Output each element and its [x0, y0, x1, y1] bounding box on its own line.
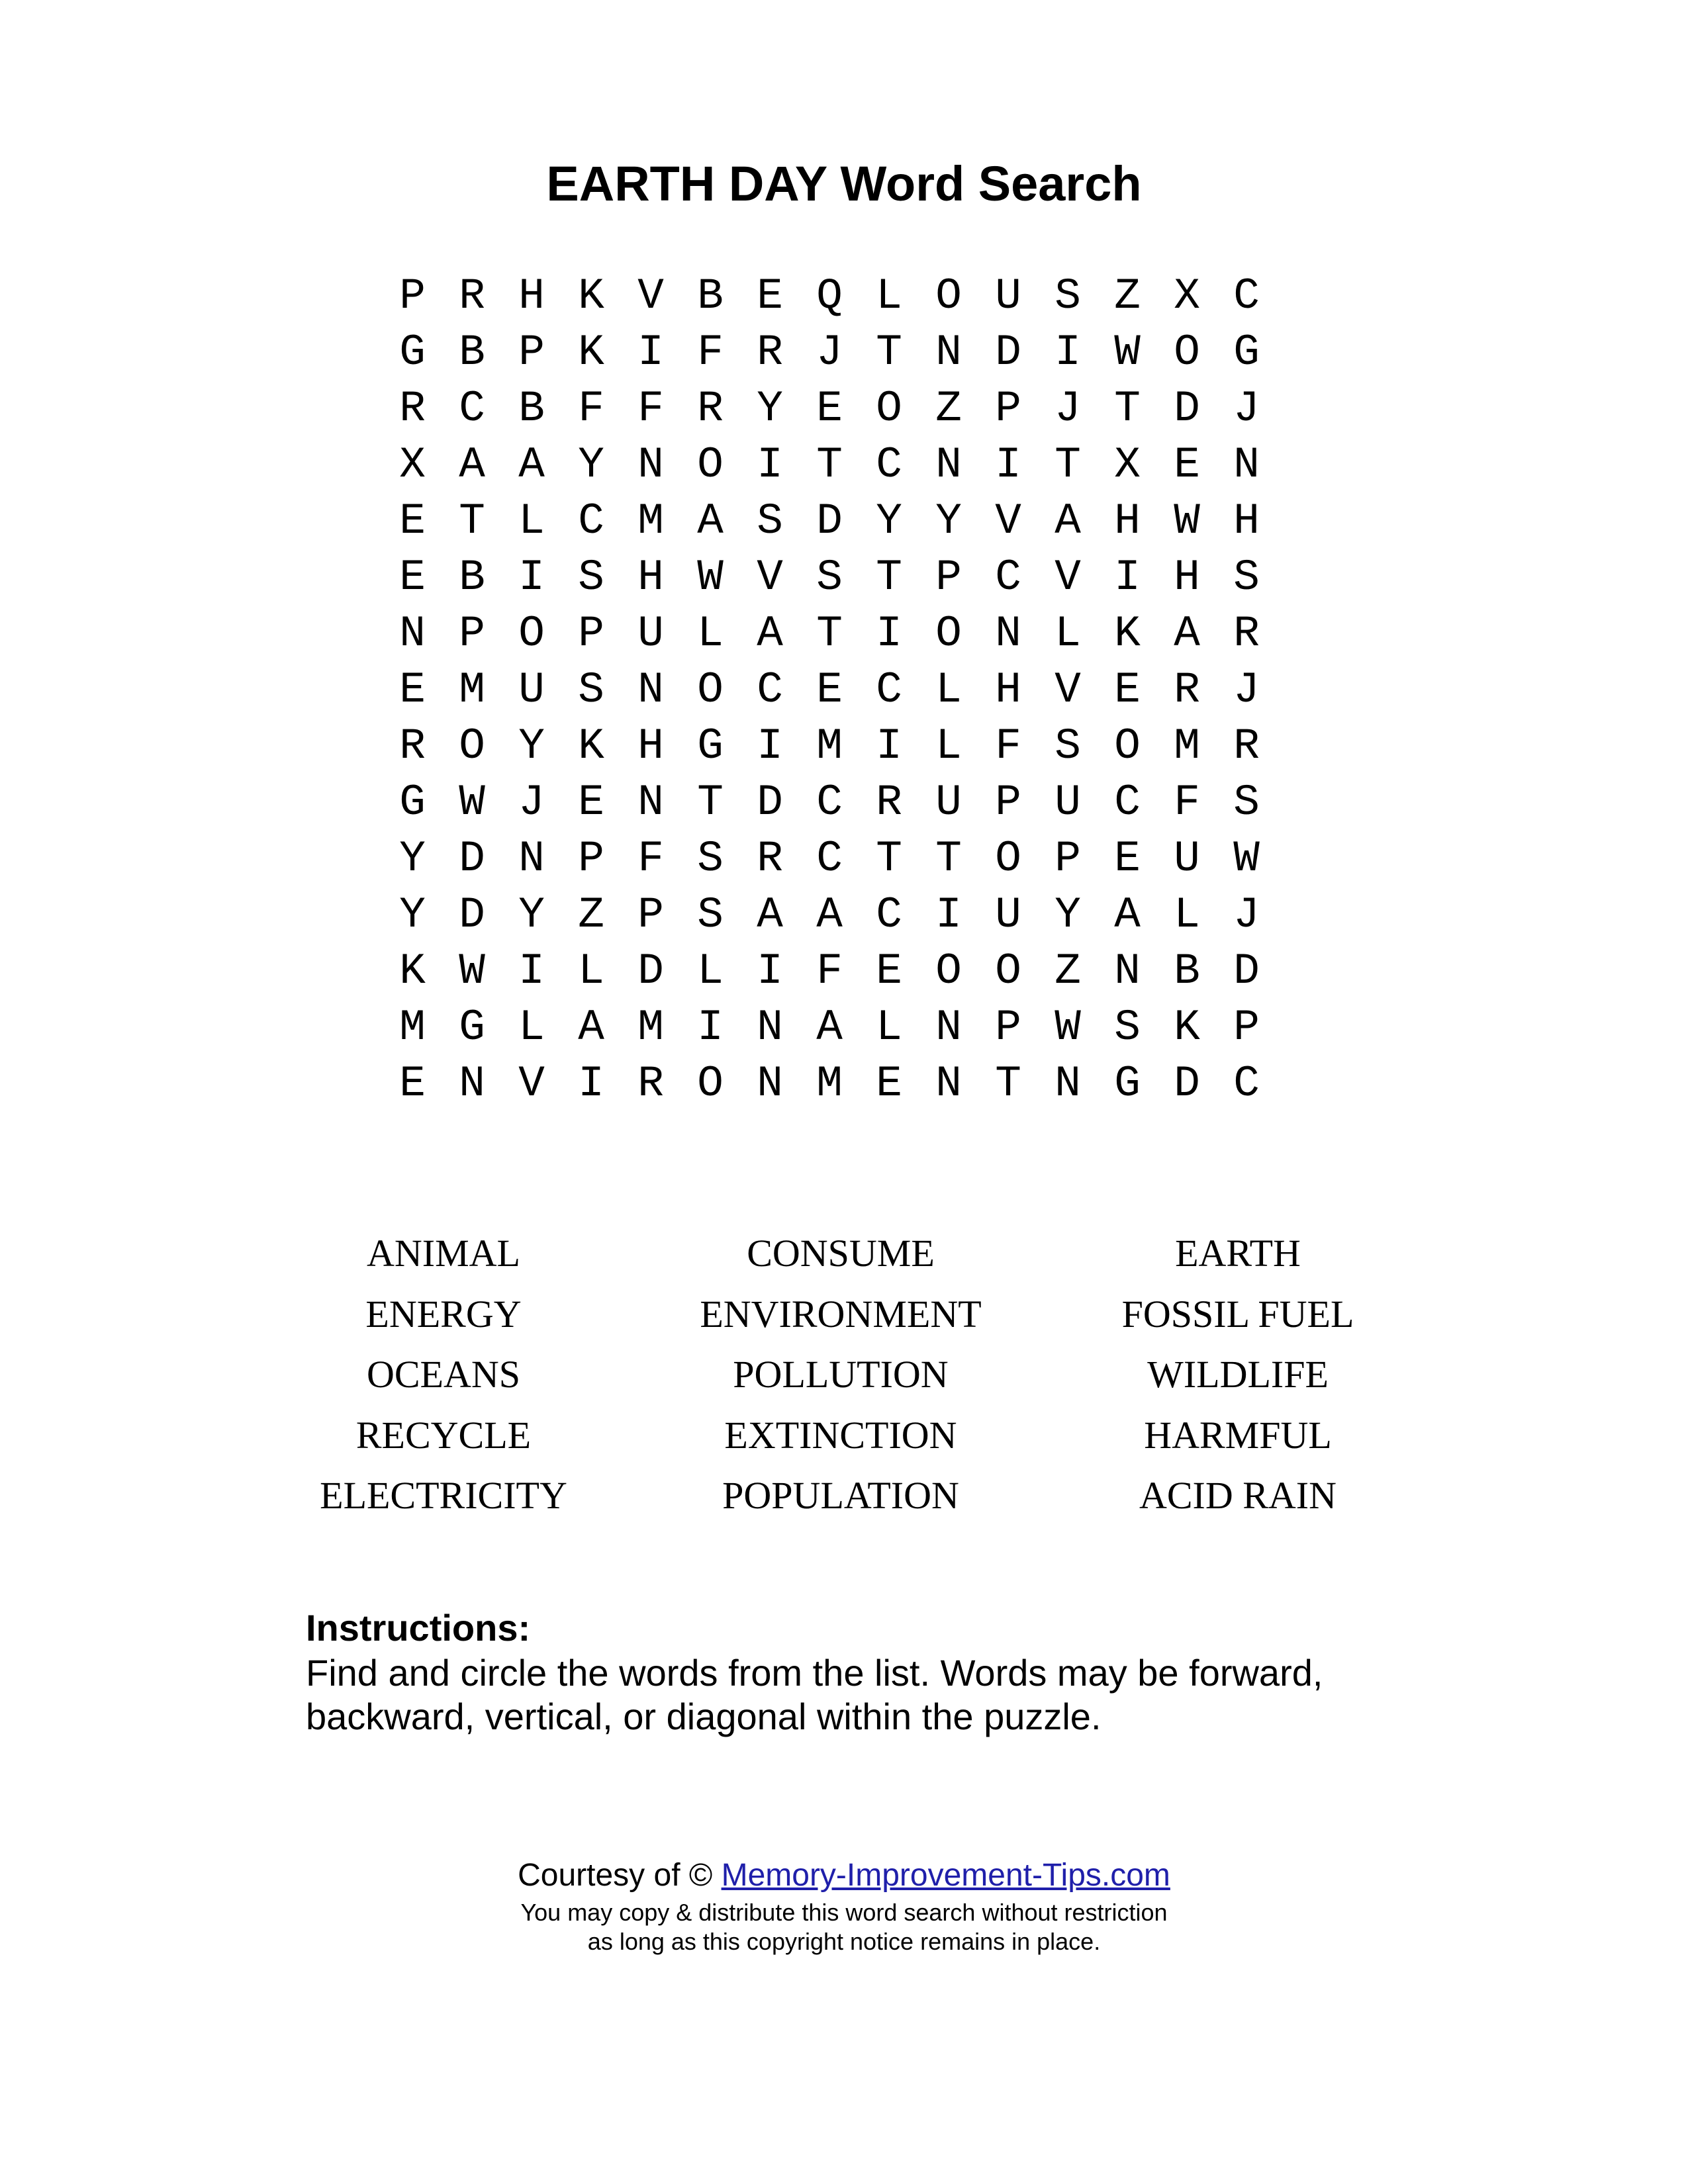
grid-letter: H: [518, 271, 545, 321]
grid-letter: W: [1233, 833, 1260, 884]
grid-letter: T: [935, 833, 962, 884]
grid-letter: F: [637, 833, 664, 884]
grid-letter: L: [697, 946, 724, 996]
grid-letter: R: [637, 1058, 664, 1109]
grid-letter: R: [697, 383, 724, 433]
grid-letter: S: [697, 833, 724, 884]
grid-letter: N: [935, 439, 962, 490]
grid-letter: K: [399, 946, 426, 996]
grid-letter: Z: [935, 383, 962, 433]
grid-letter: K: [578, 327, 604, 377]
word-list: [245, 1223, 1436, 1526]
grid-letter: S: [1114, 1002, 1141, 1052]
grid-letter: R: [876, 777, 902, 827]
grid-letter: E: [1114, 664, 1141, 715]
grid-letter: L: [518, 496, 545, 546]
grid-letter: N: [1055, 1058, 1081, 1109]
grid-letter: U: [518, 664, 545, 715]
grid-letter: A: [518, 439, 545, 490]
grid-letter: N: [935, 1058, 962, 1109]
grid-letter: D: [459, 889, 485, 940]
grid-letter: Z: [1055, 946, 1081, 996]
grid-letter: F: [995, 721, 1021, 771]
grid-letter: S: [1055, 271, 1081, 321]
grid-letter: A: [757, 889, 783, 940]
grid-letter: R: [459, 271, 485, 321]
grid-letter: A: [816, 889, 843, 940]
footer: [0, 1853, 1688, 1956]
grid-letter: R: [1233, 721, 1260, 771]
grid-letter: Y: [399, 889, 426, 940]
word-list-item: ACID RAIN: [1139, 1474, 1337, 1517]
instructions-heading: Instructions:: [306, 1607, 531, 1649]
grid-letter: T: [1055, 439, 1081, 490]
grid-letter: L: [1174, 889, 1200, 940]
grid-letter: T: [995, 1058, 1021, 1109]
grid-letter: X: [1114, 439, 1141, 490]
grid-letter: B: [459, 327, 485, 377]
grid-letter: D: [459, 833, 485, 884]
grid-letter: U: [1174, 833, 1200, 884]
grid-letter: C: [876, 889, 902, 940]
grid-letter: I: [1055, 327, 1081, 377]
grid-letter: X: [1174, 271, 1200, 321]
grid-letter: C: [816, 777, 843, 827]
grid-letter: I: [757, 439, 783, 490]
grid-letter: H: [637, 721, 664, 771]
grid-letter: R: [399, 383, 426, 433]
grid-letter: N: [935, 327, 962, 377]
page-title: EARTH DAY Word Search: [546, 156, 1142, 211]
letter-grid: [383, 268, 1276, 1112]
grid-letter: D: [816, 496, 843, 546]
grid-letter: P: [935, 552, 962, 602]
grid-letter: G: [399, 777, 426, 827]
grid-letter: C: [816, 833, 843, 884]
word-list-item: POPULATION: [722, 1474, 959, 1517]
grid-letter: E: [399, 496, 426, 546]
grid-letter: S: [697, 889, 724, 940]
grid-letter: Y: [518, 721, 545, 771]
grid-letter: H: [1233, 496, 1260, 546]
grid-letter: X: [399, 439, 426, 490]
grid-letter: E: [399, 552, 426, 602]
grid-letter: V: [1055, 552, 1081, 602]
grid-letter: A: [1174, 608, 1200, 659]
grid-letter: C: [578, 496, 604, 546]
grid-letter: S: [578, 664, 604, 715]
grid-letter: P: [995, 383, 1021, 433]
grid-letter: W: [459, 946, 485, 996]
grid-letter: M: [399, 1002, 426, 1052]
grid-letter: J: [1233, 383, 1260, 433]
grid-letter: N: [637, 439, 664, 490]
grid-letter: F: [637, 383, 664, 433]
grid-letter: O: [697, 1058, 724, 1109]
grid-letter: M: [637, 496, 664, 546]
word-list-item: ELECTRICITY: [320, 1474, 567, 1517]
word-list-item: EARTH: [1175, 1232, 1301, 1275]
grid-letter: A: [578, 1002, 604, 1052]
grid-letter: B: [1174, 946, 1200, 996]
grid-letter: Y: [876, 496, 902, 546]
grid-letter: A: [1055, 496, 1081, 546]
grid-letter: J: [1233, 889, 1260, 940]
grid-letter: P: [578, 608, 604, 659]
grid-letter: Y: [935, 496, 962, 546]
grid-letter: W: [1055, 1002, 1081, 1052]
grid-letter: Y: [757, 383, 783, 433]
grid-letter: P: [518, 327, 545, 377]
grid-letter: I: [995, 439, 1021, 490]
grid-letter: A: [459, 439, 485, 490]
instructions-text: Find and circle the words from the list. Words may be forward, backward, vertical, or diagonal within the puzzle.: [306, 1652, 1323, 1737]
grid-letter: G: [1233, 327, 1260, 377]
grid-letter: S: [1233, 777, 1260, 827]
grid-letter: Y: [518, 889, 545, 940]
grid-letter: A: [1114, 889, 1141, 940]
grid-letter: P: [995, 777, 1021, 827]
grid-letter: U: [1055, 777, 1081, 827]
grid-letter: U: [995, 271, 1021, 321]
grid-letter: T: [876, 327, 902, 377]
grid-letter: L: [935, 721, 962, 771]
grid-letter: T: [1114, 383, 1141, 433]
word-list-item: EXTINCTION: [724, 1413, 957, 1457]
grid-letter: L: [697, 608, 724, 659]
grid-letter: V: [757, 552, 783, 602]
grid-letter: K: [578, 271, 604, 321]
grid-letter: V: [518, 1058, 545, 1109]
grid-letter: S: [816, 552, 843, 602]
grid-letter: R: [399, 721, 426, 771]
grid-letter: L: [578, 946, 604, 996]
grid-letter: P: [637, 889, 664, 940]
grid-letter: F: [816, 946, 843, 996]
grid-letter: N: [1114, 946, 1141, 996]
grid-letter: N: [459, 1058, 485, 1109]
grid-letter: S: [1233, 552, 1260, 602]
grid-letter: G: [459, 1002, 485, 1052]
grid-letter: G: [399, 327, 426, 377]
grid-letter: Y: [399, 833, 426, 884]
grid-letter: E: [757, 271, 783, 321]
grid-letter: R: [1233, 608, 1260, 659]
grid-letter: E: [1114, 833, 1141, 884]
grid-letter: I: [935, 889, 962, 940]
grid-letter: N: [935, 1002, 962, 1052]
grid-letter: T: [876, 552, 902, 602]
grid-letter: M: [1174, 721, 1200, 771]
grid-letter: I: [876, 721, 902, 771]
grid-letter: U: [637, 608, 664, 659]
grid-letter: W: [1114, 327, 1141, 377]
grid-letter: N: [637, 777, 664, 827]
grid-letter: F: [697, 327, 724, 377]
grid-letter: K: [578, 721, 604, 771]
grid-letter: D: [1174, 383, 1200, 433]
grid-letter: M: [459, 664, 485, 715]
grid-letter: C: [876, 439, 902, 490]
grid-letter: H: [1114, 496, 1141, 546]
grid-letter: O: [518, 608, 545, 659]
grid-letter: C: [995, 552, 1021, 602]
grid-letter: E: [816, 664, 843, 715]
grid-letter: P: [399, 271, 426, 321]
grid-letter: D: [995, 327, 1021, 377]
word-list-item: OCEANS: [366, 1353, 521, 1396]
grid-letter: I: [1114, 552, 1141, 602]
grid-letter: C: [1114, 777, 1141, 827]
grid-letter: J: [1233, 664, 1260, 715]
grid-letter: D: [757, 777, 783, 827]
grid-letter: I: [518, 552, 545, 602]
word-list-item: ENVIRONMENT: [700, 1292, 982, 1336]
grid-letter: T: [876, 833, 902, 884]
grid-letter: P: [1055, 833, 1081, 884]
grid-letter: I: [637, 327, 664, 377]
grid-letter: W: [1174, 496, 1200, 546]
grid-letter: N: [637, 664, 664, 715]
grid-letter: Y: [578, 439, 604, 490]
courtesy-prefix: Courtesy of ©: [518, 1858, 713, 1893]
grid-letter: I: [757, 946, 783, 996]
grid-letter: O: [1114, 721, 1141, 771]
grid-letter: K: [1174, 1002, 1200, 1052]
grid-letter: U: [995, 889, 1021, 940]
grid-letter: E: [1174, 439, 1200, 490]
grid-letter: O: [876, 383, 902, 433]
grid-letter: J: [1055, 383, 1081, 433]
grid-letter: S: [1055, 721, 1081, 771]
grid-letter: A: [757, 608, 783, 659]
grid-letter: G: [697, 721, 724, 771]
instructions-section: [306, 1605, 1497, 1739]
grid-letter: E: [399, 664, 426, 715]
grid-letter: S: [578, 552, 604, 602]
grid-letter: C: [757, 664, 783, 715]
copyright-notice-line-1: You may copy & distribute this word search without restriction: [520, 1899, 1168, 1926]
grid-letter: P: [459, 608, 485, 659]
grid-letter: P: [578, 833, 604, 884]
grid-letter: M: [816, 721, 843, 771]
grid-letter: U: [935, 777, 962, 827]
word-list-item: ENERGY: [365, 1292, 522, 1336]
grid-letter: N: [995, 608, 1021, 659]
grid-letter: Z: [1114, 271, 1141, 321]
grid-letter: C: [1233, 271, 1260, 321]
grid-letter: E: [816, 383, 843, 433]
grid-letter: I: [578, 1058, 604, 1109]
copyright-notice-line-2: as long as this copyright notice remains in place.: [587, 1928, 1101, 1955]
grid-letter: K: [1114, 608, 1141, 659]
grid-letter: J: [518, 777, 545, 827]
word-list-item: POLLUTION: [733, 1353, 949, 1396]
grid-letter: L: [518, 1002, 545, 1052]
grid-letter: D: [1233, 946, 1260, 996]
grid-letter: M: [637, 1002, 664, 1052]
word-list-item: RECYCLE: [355, 1413, 532, 1457]
grid-letter: L: [1055, 608, 1081, 659]
grid-letter: N: [757, 1058, 783, 1109]
grid-letter: C: [459, 383, 485, 433]
grid-letter: Q: [816, 271, 843, 321]
grid-letter: O: [459, 721, 485, 771]
grid-letter: F: [1174, 777, 1200, 827]
grid-letter: T: [816, 608, 843, 659]
grid-letter: L: [935, 664, 962, 715]
grid-letter: M: [816, 1058, 843, 1109]
grid-letter: Z: [578, 889, 604, 940]
grid-letter: D: [1174, 1058, 1200, 1109]
grid-letter: S: [757, 496, 783, 546]
grid-letter: V: [1055, 664, 1081, 715]
word-list-item: HARMFUL: [1144, 1413, 1332, 1457]
grid-letter: W: [459, 777, 485, 827]
grid-letter: O: [697, 664, 724, 715]
grid-letter: N: [399, 608, 426, 659]
grid-letter: P: [995, 1002, 1021, 1052]
word-list-item: CONSUME: [747, 1232, 935, 1275]
grid-letter: E: [876, 1058, 902, 1109]
grid-letter: C: [876, 664, 902, 715]
website-link[interactable]: Memory-Improvement-Tips.com: [721, 1858, 1170, 1893]
grid-letter: O: [935, 946, 962, 996]
grid-letter: D: [637, 946, 664, 996]
grid-letter: O: [935, 608, 962, 659]
grid-letter: E: [399, 1058, 426, 1109]
grid-letter: V: [637, 271, 664, 321]
grid-letter: O: [995, 833, 1021, 884]
word-list-item: WILDLIFE: [1147, 1353, 1329, 1396]
grid-letter: R: [757, 833, 783, 884]
grid-letter: O: [697, 439, 724, 490]
grid-letter: T: [459, 496, 485, 546]
word-list-item: FOSSIL FUEL: [1121, 1292, 1354, 1336]
grid-letter: G: [1114, 1058, 1141, 1109]
grid-letter: I: [697, 1002, 724, 1052]
grid-letter: H: [995, 664, 1021, 715]
grid-letter: E: [578, 777, 604, 827]
grid-letter: H: [1174, 552, 1200, 602]
grid-letter: I: [518, 946, 545, 996]
grid-letter: O: [995, 946, 1021, 996]
grid-letter: L: [876, 271, 902, 321]
grid-letter: R: [757, 327, 783, 377]
grid-letter: H: [637, 552, 664, 602]
grid-letter: B: [697, 271, 724, 321]
grid-letter: O: [935, 271, 962, 321]
grid-letter: B: [459, 552, 485, 602]
grid-letter: A: [697, 496, 724, 546]
grid-letter: A: [816, 1002, 843, 1052]
grid-letter: F: [578, 383, 604, 433]
grid-letter: N: [518, 833, 545, 884]
grid-letter: I: [757, 721, 783, 771]
grid-letter: W: [697, 552, 724, 602]
grid-letter: L: [876, 1002, 902, 1052]
word-list-item: ANIMAL: [367, 1232, 520, 1275]
grid-letter: R: [1174, 664, 1200, 715]
grid-letter: I: [876, 608, 902, 659]
courtesy-line: [0, 1853, 1688, 1898]
grid-letter: B: [518, 383, 545, 433]
grid-letter: T: [816, 439, 843, 490]
grid-letter: C: [1233, 1058, 1260, 1109]
grid-letter: T: [697, 777, 724, 827]
grid-letter: O: [1174, 327, 1200, 377]
grid-letter: N: [1233, 439, 1260, 490]
grid-letter: Y: [1055, 889, 1081, 940]
grid-letter: P: [1233, 1002, 1260, 1052]
grid-letter: J: [816, 327, 843, 377]
grid-letter: E: [876, 946, 902, 996]
grid-letter: V: [995, 496, 1021, 546]
grid-letter: N: [757, 1002, 783, 1052]
